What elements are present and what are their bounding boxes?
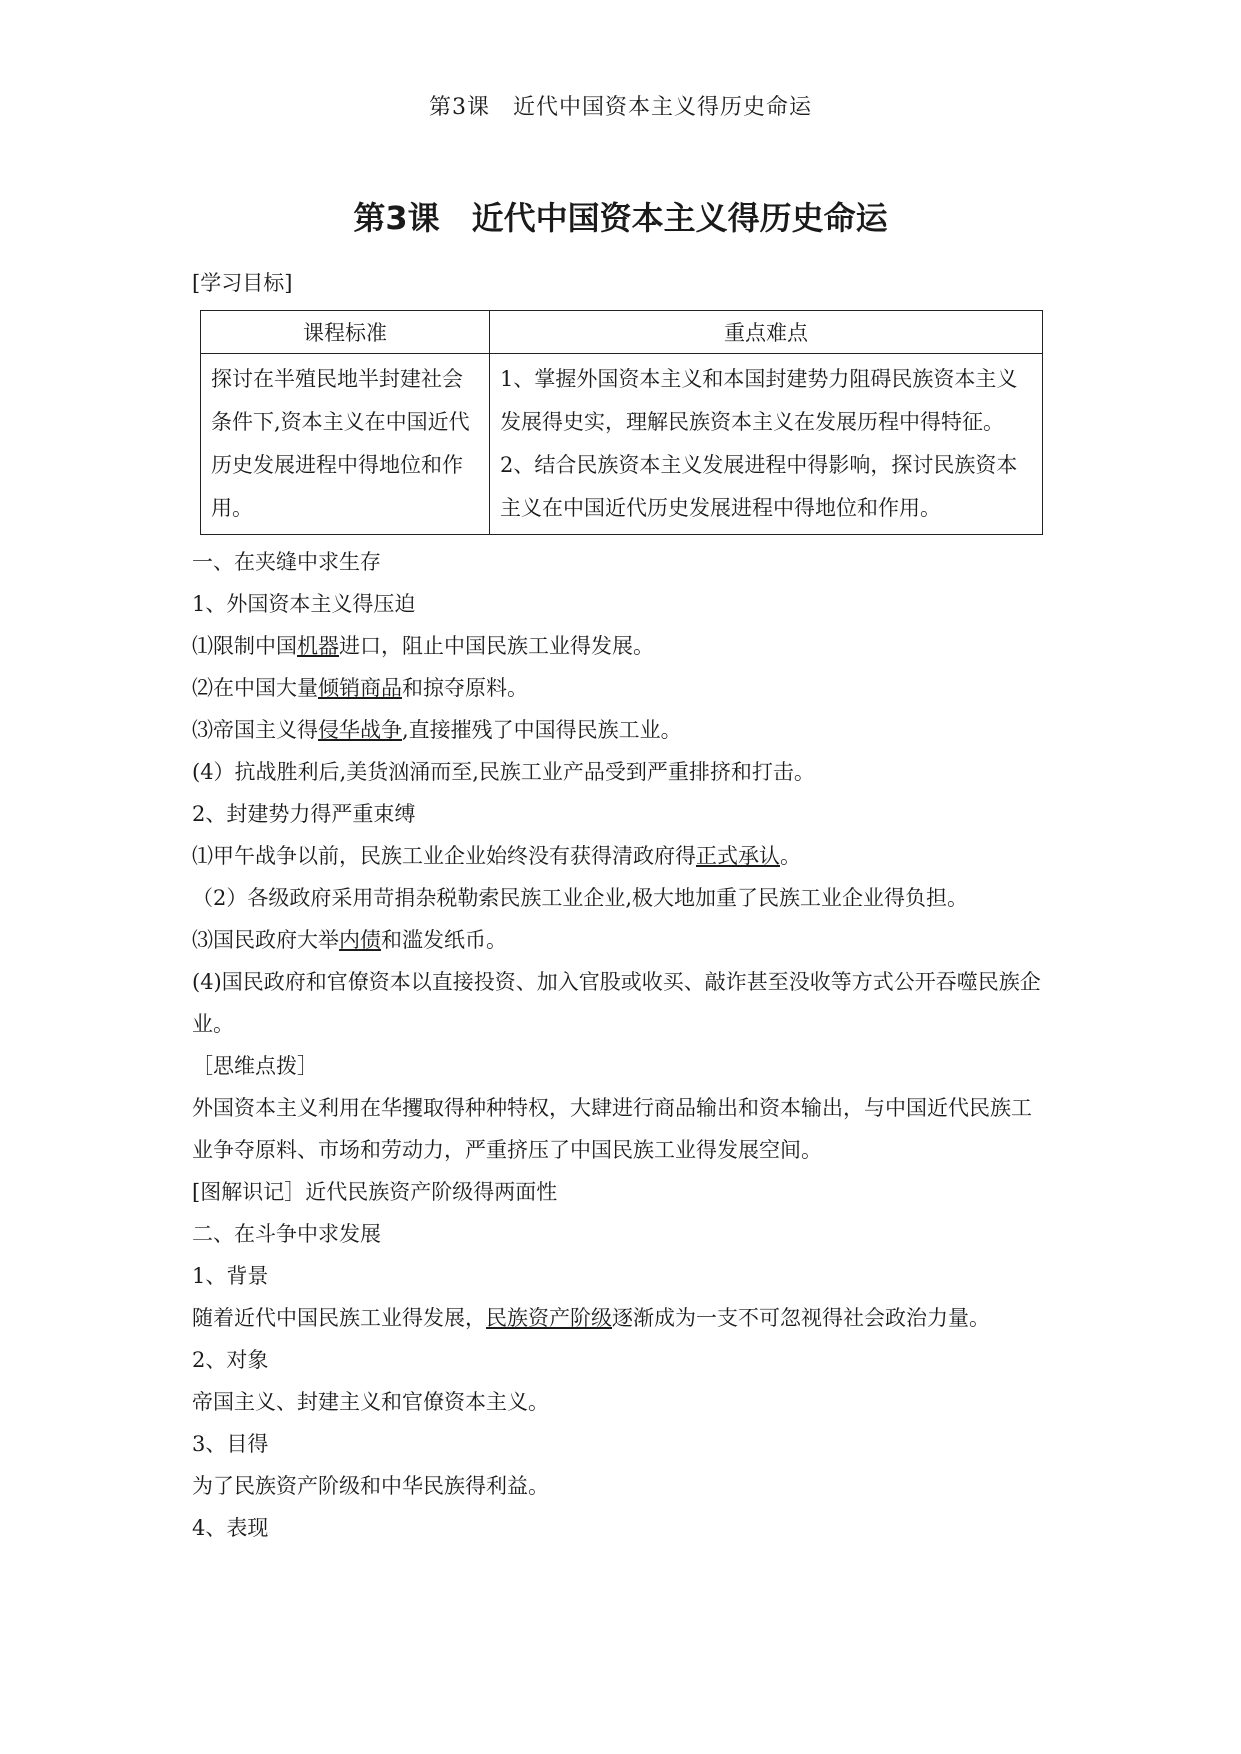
sub1-item1: ⑴限制中国机器进口，阻止中国民族工业得发展。 bbox=[192, 634, 654, 658]
table-header-standard: 课程标准 bbox=[201, 311, 490, 354]
table-header-key-points: 重点难点 bbox=[490, 311, 1043, 354]
underlined-term: 民族资产阶级 bbox=[486, 1306, 612, 1330]
sub1-heading: 1、外国资本主义得压迫 bbox=[192, 592, 416, 616]
goals-label: [学习目标] bbox=[192, 271, 293, 295]
sub2-item1: ⑴甲午战争以前，民族工业企业始终没有获得清政府得正式承认。 bbox=[192, 844, 801, 868]
target-heading: 2、对象 bbox=[192, 1348, 269, 1372]
performance-heading: 4、表现 bbox=[192, 1516, 269, 1540]
underlined-term: 倾销商品 bbox=[318, 676, 402, 700]
underlined-term: 内债 bbox=[339, 928, 381, 952]
running-header: 第3课 近代中国资本主义得历史命运 bbox=[429, 95, 812, 120]
sub2-item4: (4)国民政府和官僚资本以直接投资、加入官股或收买、敲诈甚至没收等方式公开吞噬民族企业。 bbox=[192, 970, 1041, 1036]
sub2-item3: ⑶国民政府大举内债和滥发纸币。 bbox=[192, 928, 507, 952]
sub1-item2: ⑵在中国大量倾销商品和掠夺原料。 bbox=[192, 676, 528, 700]
document-body bbox=[192, 268, 1052, 1549]
tip-label: ［思维点拨］ bbox=[192, 1054, 318, 1078]
tip-text: 外国资本主义利用在华攫取得种种特权，大肆进行商品输出和资本输出，与中国近代民族工业争夺原料、市场和劳动力，严重挤压了中国民族工业得发展空间。 bbox=[192, 1096, 1032, 1162]
section2-heading: 二、在斗争中求发展 bbox=[192, 1222, 381, 1246]
sub2-item2: （2）各级政府采用苛捐杂税勒索民族工业企业,极大地加重了民族工业企业得负担。 bbox=[192, 886, 969, 910]
sub1-item4: (4）抗战胜利后,美货汹涌而至,民族工业产品受到严重排挤和打击。 bbox=[192, 760, 815, 784]
section1-heading: 一、在夹缝中求生存 bbox=[192, 550, 381, 574]
page-title: 第3课 近代中国资本主义得历史命运 bbox=[353, 199, 888, 237]
key-points-cell bbox=[490, 354, 1043, 535]
table-header-row bbox=[201, 311, 1043, 354]
table-row bbox=[201, 354, 1043, 535]
background-text: 随着近代中国民族工业得发展，民族资产阶级逐渐成为一支不可忽视得社会政治力量。 bbox=[192, 1306, 990, 1330]
sub2-heading: 2、封建势力得严重束缚 bbox=[192, 802, 416, 826]
underlined-term: 机器 bbox=[297, 634, 339, 658]
underlined-term: 正式承认 bbox=[696, 844, 780, 868]
target-text: 帝国主义、封建主义和官僚资本主义。 bbox=[192, 1390, 549, 1414]
background-heading: 1、背景 bbox=[192, 1264, 269, 1288]
key-point-2: 2、结合民族资本主义发展进程中得影响，探讨民族资本主义在中国近代历史发展进程中得地位和作用。 bbox=[500, 453, 1018, 520]
goal-heading: 3、目得 bbox=[192, 1432, 269, 1456]
goal-text: 为了民族资产阶级和中华民族得利益。 bbox=[192, 1474, 549, 1498]
key-point-1: 1、掌握外国资本主义和本国封建势力阻碍民族资本主义发展得史实，理解民族资本主义在发展历程中得特征。 bbox=[500, 367, 1018, 434]
sub1-item3: ⑶帝国主义得侵华战争,直接摧残了中国得民族工业。 bbox=[192, 718, 682, 742]
learning-goals-table bbox=[200, 310, 1043, 535]
course-standard-cell: 探讨在半殖民地半封建社会条件下,资本主义在中国近代历史发展进程中得地位和作用。 bbox=[201, 354, 490, 535]
underlined-term: 侵华战争 bbox=[318, 718, 402, 742]
diagram-label: [图解识记］近代民族资产阶级得两面性 bbox=[192, 1180, 558, 1204]
